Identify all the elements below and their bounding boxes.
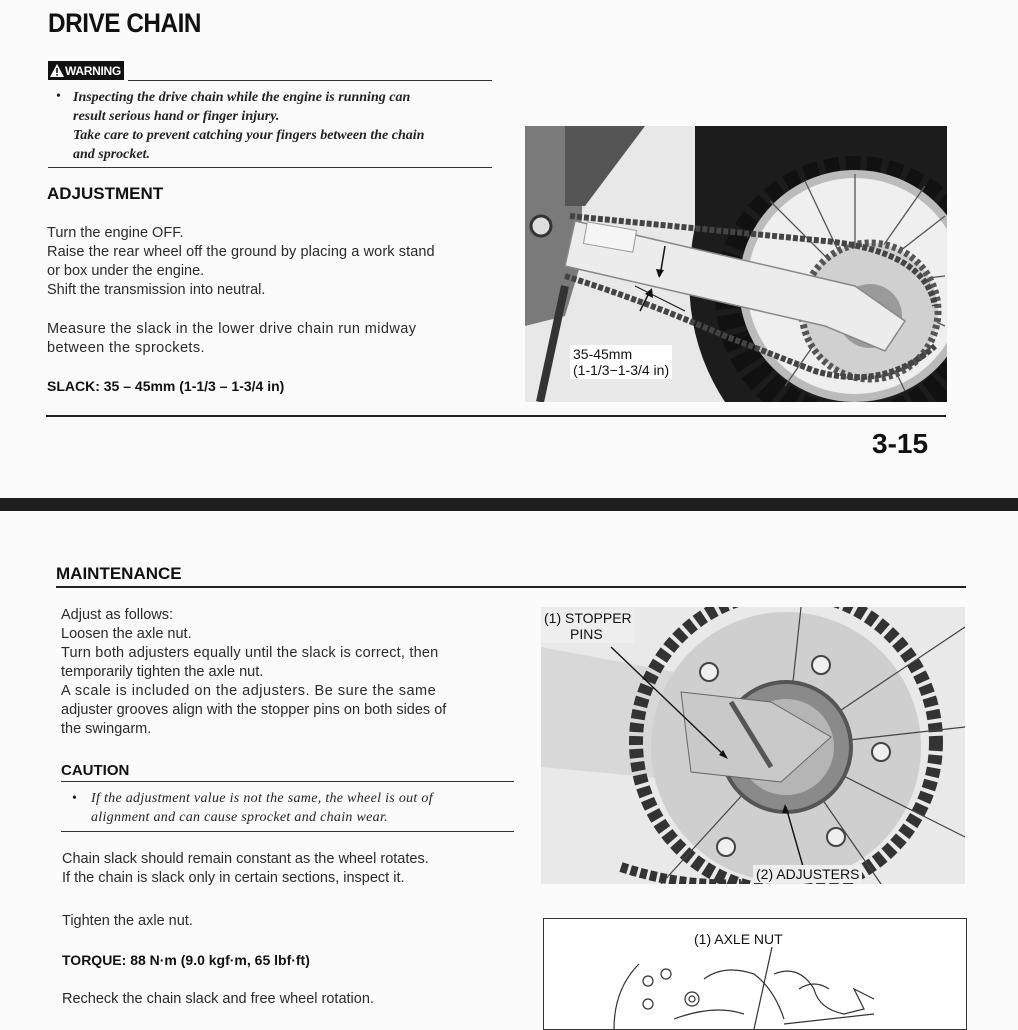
maintenance-intro bbox=[61, 606, 521, 739]
slack-spec: SLACK: 35 – 45mm (1-1/3 – 1-3/4 in) bbox=[47, 378, 285, 394]
text-line: Turn the engine OFF. bbox=[47, 225, 184, 241]
label-line: PINS bbox=[570, 626, 603, 642]
page-bottom-rule bbox=[46, 415, 946, 417]
text-line: If the chain is slack only in certain sections, inspect it. bbox=[62, 870, 405, 886]
text-line: Shift the transmission into neutral. bbox=[47, 282, 266, 298]
text-line: or box under the engine. bbox=[47, 263, 205, 279]
text-line: A scale is included on the adjusters. Be sure the same bbox=[61, 683, 437, 699]
caution-bottom-rule bbox=[61, 831, 514, 832]
warning-bullet: • bbox=[56, 89, 61, 104]
warning-line: result serious hand or finger injury. bbox=[73, 109, 280, 124]
drive-chain-photo bbox=[525, 126, 947, 402]
chain-slack-para bbox=[62, 850, 522, 888]
callout-line: (1-1/3−1-3/4 in) bbox=[573, 362, 670, 378]
page-number: 3-15 bbox=[872, 428, 929, 459]
caution-bullet: • bbox=[72, 791, 77, 806]
text-line: adjuster grooves align with the stopper pins on both sides of bbox=[61, 702, 447, 718]
label-line: (1) STOPPER bbox=[544, 610, 632, 626]
text-line: Raise the rear wheel off the ground by placing a work stand bbox=[47, 244, 435, 260]
adjuster-photo bbox=[541, 607, 965, 884]
text-line: Chain slack should remain constant as the wheel rotates. bbox=[62, 851, 429, 867]
warning-bottom-rule bbox=[48, 167, 492, 168]
warning-line: and sprocket. bbox=[73, 147, 150, 162]
warning-badge bbox=[48, 61, 124, 80]
text-line: Loosen the axle nut. bbox=[61, 626, 192, 642]
caution-top-rule bbox=[61, 781, 514, 782]
stopper-pins-label bbox=[541, 609, 635, 643]
caution-heading: CAUTION bbox=[61, 762, 130, 779]
axle-nut-line-drawing bbox=[544, 919, 966, 1029]
text-line: Measure the slack in the lower drive chain run midway bbox=[47, 321, 417, 337]
text-line: Adjust as follows: bbox=[61, 607, 174, 623]
caution-line: alignment and can cause sprocket and chain wear. bbox=[91, 810, 388, 825]
text-line: the swingarm. bbox=[61, 721, 152, 737]
recheck-text: Recheck the chain slack and free wheel rotation. bbox=[62, 991, 374, 1007]
caution-text bbox=[91, 789, 521, 827]
warning-line: Inspecting the drive chain while the engine is running can bbox=[73, 90, 411, 105]
page-divider bbox=[0, 498, 1018, 511]
caution-line: If the adjustment value is not the same, the wheel is out of bbox=[91, 791, 433, 806]
section-heading-maintenance: MAINTENANCE bbox=[56, 564, 182, 583]
torque-spec: TORQUE: 88 N·m (9.0 kgf·m, 65 lbf·ft) bbox=[62, 952, 310, 968]
maintenance-rule bbox=[56, 586, 966, 588]
text-line: Turn both adjusters equally until the slack is correct, then bbox=[61, 645, 439, 661]
adjustment-steps bbox=[47, 224, 497, 300]
warning-label: WARNING bbox=[65, 63, 121, 78]
callout-line: 35-45mm bbox=[573, 346, 633, 362]
axle-nut-label: (1) AXLE NUT bbox=[694, 931, 783, 947]
axle-nut-diagram bbox=[543, 918, 967, 1030]
page-title: DRIVE CHAIN bbox=[48, 8, 202, 38]
warning-top-rule bbox=[128, 80, 492, 81]
section-heading-adjustment: ADJUSTMENT bbox=[47, 184, 164, 203]
slack-callout bbox=[570, 345, 672, 379]
warning-text bbox=[73, 88, 493, 164]
warning-line: Take care to prevent catching your fingers between the chain bbox=[73, 128, 425, 143]
text-line: temporarily tighten the axle nut. bbox=[61, 664, 264, 680]
adjusters-label: (2) ADJUSTERS bbox=[753, 865, 862, 883]
text-line: between the sprockets. bbox=[47, 340, 205, 356]
adjustment-measure bbox=[47, 320, 497, 358]
warning-triangle-icon bbox=[50, 64, 64, 77]
tighten-axle-nut: Tighten the axle nut. bbox=[62, 913, 193, 929]
sprocket-adjuster-illustration bbox=[541, 607, 965, 884]
